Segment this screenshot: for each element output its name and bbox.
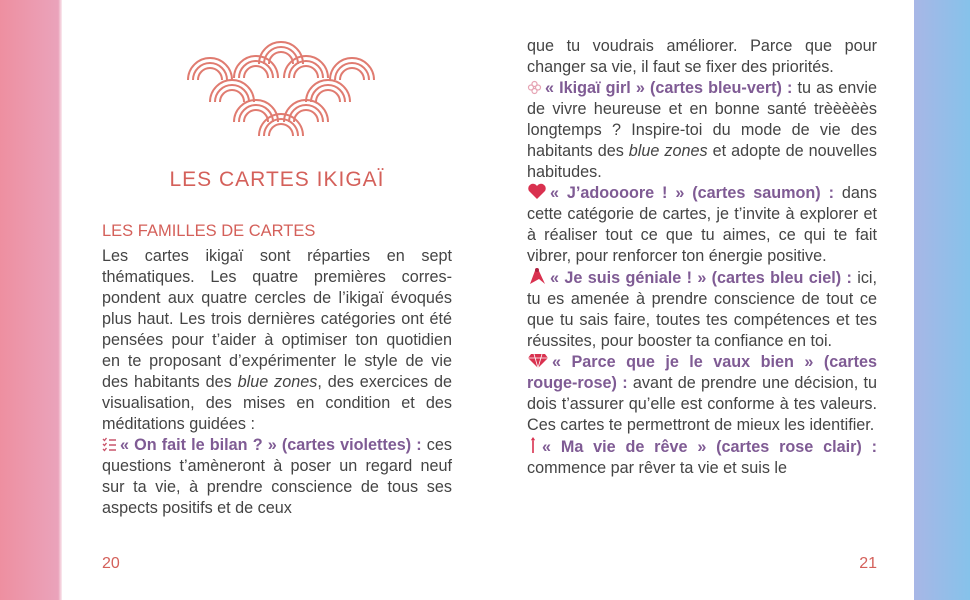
family-1-text: ces questions t’amèneront à poser un regard neuf sur ta vie, à prendre conscience de tous ses aspects positifs et de ceux (102, 436, 452, 517)
left-body-text: Les cartes ikigaï sont réparties en sept thématiques. Les quatre premières correspondent aux quatre cercles de l’ikigaï évoqués plus haut. Les trois dernières catégories ont été pensées pour t’aider à optimiser ton quotidien en te proposant d’expérimenter le style de vie des habitants des blue zones, des exercices de visualisation, des mises en condition et des méditations guidées : « On fait le bilan ? » (cartes violettes) : ces questions t’amèneront à poser un regard neuf sur ta vie, à prendre conscience de tous ses aspects positifs et de ceux (102, 247, 452, 517)
right-page (527, 0, 877, 600)
ikigai-arches-logo-icon (182, 38, 377, 138)
flower-icon (527, 80, 542, 95)
family-6-label: « Ma vie de rêve » (cartes rose clair) : (542, 438, 877, 456)
family-1-label: « On fait le bilan ? » (cartes violettes) : (120, 436, 422, 454)
family-6-text: commence par rêver ta vie et suis le (527, 459, 788, 477)
section-subtitle: LES FAMILLES DE CARTES (102, 222, 316, 240)
family-4-label: « Je suis géniale ! » (cartes bleu ciel) : (550, 269, 852, 287)
family-2-label: « Ikigaï girl » (cartes bleu-vert) : (545, 79, 793, 97)
page-title: LES CARTES IKIGAÏ (169, 168, 385, 191)
continued-text: que tu voudrais améliorer. Parce que pour changer sa vie, il faut se fixer des priorités. (527, 37, 877, 76)
family-5-text: avant de prendre une décision, tu dois t’assurer qu’elle est conforme à tes valeurs. Ces cartes te permettront de mieux les identifier. (527, 374, 877, 434)
diamond-icon (527, 353, 549, 369)
family-5-label: « Parce que je le vaux bien » (cartes rouge-rose) : (527, 353, 877, 392)
page-number-right: 21 (859, 555, 877, 572)
left-page (102, 0, 452, 600)
checklist-icon (102, 437, 117, 452)
family-3-label: « J’adoooore ! » (cartes saumon) : (550, 184, 834, 202)
right-body-text: que tu voudrais améliorer. Parce que pour changer sa vie, il faut se fixer des priorités. « Ikigaï girl » (cartes bleu-vert) : tu as envie de vivre heureuse et en bonne santé trèèèèès longtemps ? Inspire-toi du mode de vie des habitants des blue zones et adopte de nouvelles habitudes. « J’adoooore ! » (cartes saumon) : dans cette catégorie de cartes, je t’invite à explorer et à réaliser tout ce que tu aimes, ce qui te fait vibrer, pour renforcer ton énergie positive. « Je suis géniale ! » (cartes bleu ciel) : ici, tu es amenée à prendre conscience de tout ce que tu sais faire, toutes tes compétences et tes réussites, pour booster ta confiance en toi. « Parce que je le vaux bien » (cartes rouge-rose) : avant de prendre une décision, tu dois t’assurer qu’elle est conforme à tes valeurs. Ces cartes te permettront de mieux les identifier. « Ma vie de rêve » (cartes rose clair) : commence par rêver ta vie et suis le (527, 37, 878, 477)
book-spread (62, 0, 914, 600)
heart-icon (527, 183, 547, 200)
magic-wand-icon (527, 436, 539, 454)
family-3-text: dans cette catégorie de cartes, je t’invite à explorer et à réaliser tout ce que tu aimes, ce qui te fait vibrer, pour renforcer ton énergie positive. (527, 184, 878, 265)
page-number-left: 20 (102, 555, 120, 572)
family-4-text: ici, tu es amenée à prendre conscience de tout ce que tu sais faire, toutes tes compétences et tes réussites, pour booster ta confiance en toi. (527, 269, 878, 350)
superhero-cape-icon (527, 267, 547, 285)
